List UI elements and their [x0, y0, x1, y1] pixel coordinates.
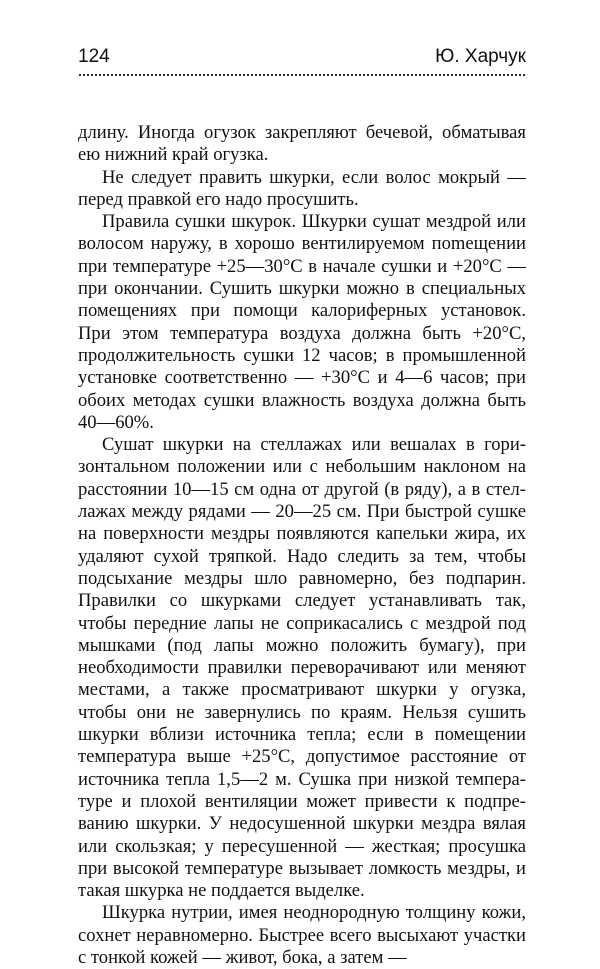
paragraph-nutria-skin: Шкурка нутрии, имея неоднородную толщину кожи, сохнет неравномерно. Быстрее всего высыхают участки с тонкой кожей — живот, бока, а затем — [78, 902, 526, 968]
body-text [78, 122, 526, 969]
paragraph-drying-racks: Сушат шкурки на стеллажах или вешалах в горизонтальном положении или с небольшим наклоном на расстоянии 10—15 см одна от другой (в ряду), а в стеллажах между рядами — 20—25 см. При быстрой сушке на поверхности мездры появляются капельки жира, их удаляют сухой тряпкой. Надо следить за тем, чтобы подсыхание мездры шло равномерно, без подпарин. Правилки со шкурками следует устанавливать так, чтобы передние лапы не соприкасались с мездрой под мышками (под лапы можно положить бумагу), при необходимости правилки переворачивают или меняют местами, а также просматривают шкурки у огузка, чтобы они не завернулись по краям. Нельзя сушить шкурки вблизи источника тепла; если в помещении температура выше +25°С, допустимое расстояние от источника тепла 1,5—2 м. Сушка при низкой температуре и плохой вентиляции может привести к подпреванию шкурки. У недосушенной шкурки мездра вялая или скользкая; у пересушенной — жесткая; просушка при высокой температуре вызывает ломкость мездры, и такая шкурка не поддается выделке. [78, 434, 526, 902]
paragraph-continuation: длину. Иногда огузок закрепляют бечевой, обматывая ею нижний край огузка. [78, 122, 526, 166]
paragraph-wet-fur: Не следует править шкурки, если волос мокрый — перед правкой его надо просушить. [78, 166, 526, 210]
running-header [78, 46, 526, 72]
paragraph-drying-rules: Правила сушки шкурок. Шкурки сушат мездрой или волосом наружу, в хорошо вентилируемом поmещении при температуре +25—30°С в начале сушки и +20°С — при окончании. Сушить шкурки можно в специальных помещениях при помощи калориферных установок. При этом температура воздуха должна быть +20°С, продолжительность сушки 12 часов; в промышленной установке соответственно — +30°С и 4—6 часов; при обоих методах сушки влажность воздуха должна быть 40—60%. [78, 211, 526, 433]
page-number: 124 [78, 46, 110, 67]
header-dotted-rule [78, 73, 526, 77]
running-head-author: Ю. Харчук [435, 46, 526, 67]
